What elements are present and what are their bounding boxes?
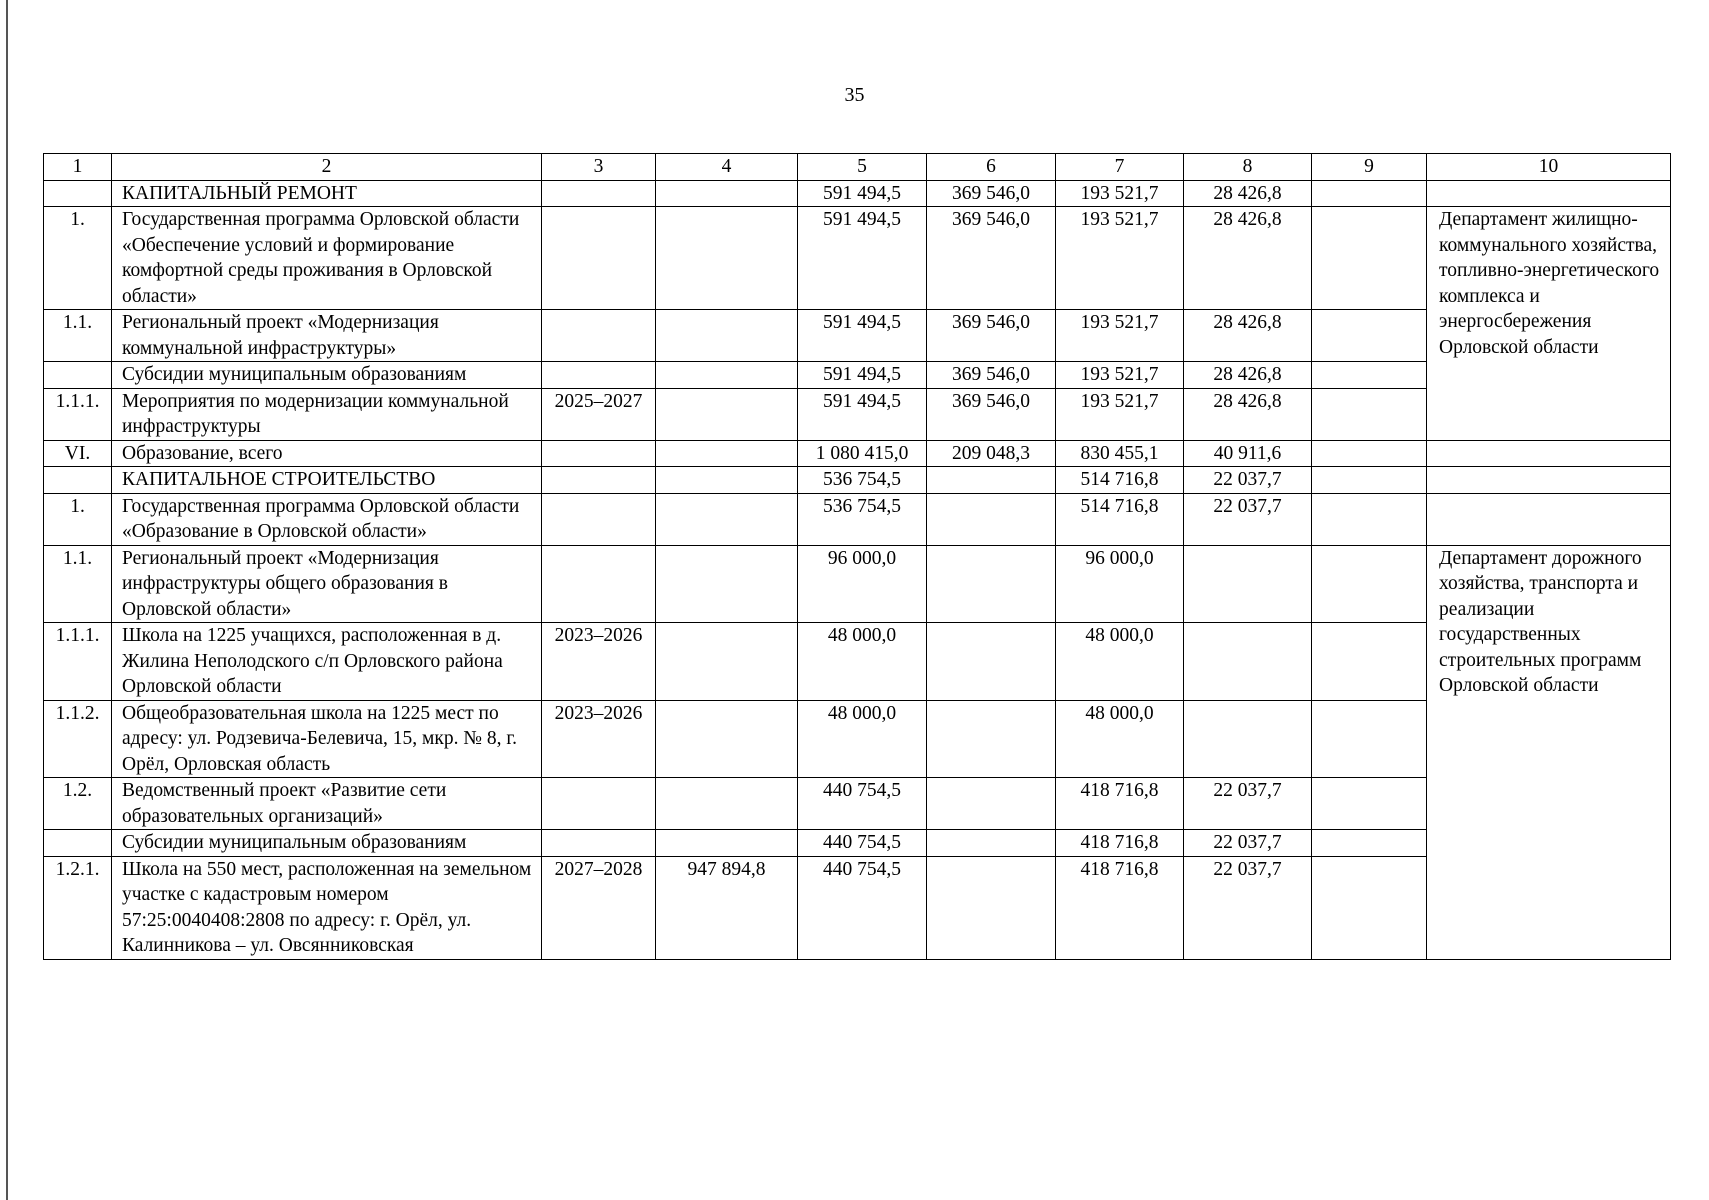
- row-number: 1.1.: [44, 545, 112, 623]
- row-col7-value: 418 716,8: [1056, 830, 1184, 857]
- row-col6-value: 369 546,0: [927, 362, 1056, 389]
- responsible-executor-cell: [1427, 467, 1671, 494]
- row-number: 1.1.1.: [44, 388, 112, 440]
- row-col7-value: 418 716,8: [1056, 778, 1184, 830]
- row-col6-value: [927, 700, 1056, 778]
- row-name: Школа на 1225 учащихся, расположенная в д. Жилина Неполодского с/п Орловского района Орловской области: [112, 623, 542, 701]
- row-col5-value: 591 494,5: [798, 207, 927, 310]
- row-col5-value: 440 754,5: [798, 778, 927, 830]
- row-number: 1.1.: [44, 310, 112, 362]
- row-years: [542, 778, 656, 830]
- row-col4-value: [656, 467, 798, 494]
- row-years: [542, 180, 656, 207]
- budget-table: [43, 153, 1671, 960]
- row-years: [542, 440, 656, 467]
- row-col6-value: 369 546,0: [927, 310, 1056, 362]
- row-col9-value: [1312, 362, 1427, 389]
- row-name: Общеобразовательная школа на 1225 мест по адресу: ул. Родзевича-Белевича, 15, мкр. № 8, г. Орёл, Орловская область: [112, 700, 542, 778]
- row-name: Региональный проект «Модернизация коммунальной инфраструктуры»: [112, 310, 542, 362]
- table-row: [44, 207, 1671, 310]
- header-cell: 9: [1312, 154, 1427, 181]
- row-col7-value: 193 521,7: [1056, 207, 1184, 310]
- row-col6-value: 369 546,0: [927, 180, 1056, 207]
- row-col5-value: 48 000,0: [798, 700, 927, 778]
- row-number: VI.: [44, 440, 112, 467]
- row-col7-value: 193 521,7: [1056, 388, 1184, 440]
- row-col6-value: 209 048,3: [927, 440, 1056, 467]
- row-col8-value: 28 426,8: [1184, 207, 1312, 310]
- header-cell: 1: [44, 154, 112, 181]
- row-col6-value: [927, 778, 1056, 830]
- row-col9-value: [1312, 700, 1427, 778]
- row-years: [542, 467, 656, 494]
- row-name: Государственная программа Орловской области «Образование в Орловской области»: [112, 493, 542, 545]
- row-number: 1.1.2.: [44, 700, 112, 778]
- table-row: [44, 180, 1671, 207]
- responsible-executor-cell: [1427, 440, 1671, 467]
- row-years: 2027–2028: [542, 856, 656, 959]
- row-col6-value: [927, 467, 1056, 494]
- row-col8-value: 28 426,8: [1184, 180, 1312, 207]
- row-number: [44, 362, 112, 389]
- row-name: Региональный проект «Модернизация инфраструктуры общего образования в Орловской области»: [112, 545, 542, 623]
- row-number: [44, 830, 112, 857]
- row-number: 1.: [44, 207, 112, 310]
- row-col8-value: 28 426,8: [1184, 362, 1312, 389]
- row-col8-value: 28 426,8: [1184, 310, 1312, 362]
- row-name: КАПИТАЛЬНЫЙ РЕМОНТ: [112, 180, 542, 207]
- row-col8-value: 22 037,7: [1184, 830, 1312, 857]
- row-number: 1.: [44, 493, 112, 545]
- responsible-executor-cell: Департамент жилищно-коммунального хозяйства, топливно-энергетического комплекса и энергосбережения Орловской области: [1427, 207, 1671, 441]
- row-col9-value: [1312, 493, 1427, 545]
- table-row: [44, 388, 1671, 440]
- row-col4-value: [656, 207, 798, 310]
- row-col5-value: 536 754,5: [798, 493, 927, 545]
- row-col6-value: [927, 856, 1056, 959]
- row-col9-value: [1312, 545, 1427, 623]
- row-name: Государственная программа Орловской области «Обеспечение условий и формирование комфортной среды проживания в Орловской области»: [112, 207, 542, 310]
- header-cell: 5: [798, 154, 927, 181]
- page-number: 35: [844, 84, 865, 106]
- row-col4-value: [656, 545, 798, 623]
- row-name: Образование, всего: [112, 440, 542, 467]
- table-row: [44, 856, 1671, 959]
- row-number: 1.2.: [44, 778, 112, 830]
- table-row: [44, 623, 1671, 701]
- header-cell: 7: [1056, 154, 1184, 181]
- row-col8-value: [1184, 623, 1312, 701]
- row-col5-value: 96 000,0: [798, 545, 927, 623]
- table-row: [44, 467, 1671, 494]
- row-col6-value: [927, 493, 1056, 545]
- table-row: [44, 310, 1671, 362]
- header-cell: 6: [927, 154, 1056, 181]
- table-row: [44, 440, 1671, 467]
- table-row: [44, 700, 1671, 778]
- row-name: КАПИТАЛЬНОЕ СТРОИТЕЛЬСТВО: [112, 467, 542, 494]
- header-cell: 2: [112, 154, 542, 181]
- row-col9-value: [1312, 180, 1427, 207]
- row-years: [542, 362, 656, 389]
- row-col5-value: 1 080 415,0: [798, 440, 927, 467]
- row-col7-value: 830 455,1: [1056, 440, 1184, 467]
- row-col4-value: [656, 180, 798, 207]
- row-col6-value: 369 546,0: [927, 388, 1056, 440]
- row-col6-value: 369 546,0: [927, 207, 1056, 310]
- row-col5-value: 440 754,5: [798, 856, 927, 959]
- row-col8-value: 22 037,7: [1184, 778, 1312, 830]
- header-cell: 10: [1427, 154, 1671, 181]
- row-col9-value: [1312, 830, 1427, 857]
- row-number: 1.1.1.: [44, 623, 112, 701]
- table-header-row: [44, 154, 1671, 181]
- row-col8-value: [1184, 700, 1312, 778]
- row-col4-value: [656, 493, 798, 545]
- row-col8-value: 22 037,7: [1184, 856, 1312, 959]
- header-cell: 3: [542, 154, 656, 181]
- row-col9-value: [1312, 440, 1427, 467]
- row-col5-value: 591 494,5: [798, 362, 927, 389]
- row-col8-value: 22 037,7: [1184, 467, 1312, 494]
- row-col4-value: 947 894,8: [656, 856, 798, 959]
- responsible-executor-cell: [1427, 180, 1671, 207]
- row-col9-value: [1312, 467, 1427, 494]
- header-cell: 8: [1184, 154, 1312, 181]
- row-name: Субсидии муниципальным образованиям: [112, 362, 542, 389]
- row-col5-value: 536 754,5: [798, 467, 927, 494]
- row-years: [542, 310, 656, 362]
- row-col9-value: [1312, 388, 1427, 440]
- row-col7-value: 514 716,8: [1056, 493, 1184, 545]
- row-col7-value: 193 521,7: [1056, 362, 1184, 389]
- row-col6-value: [927, 623, 1056, 701]
- table-row: [44, 362, 1671, 389]
- row-col9-value: [1312, 623, 1427, 701]
- row-col5-value: 48 000,0: [798, 623, 927, 701]
- responsible-executor-cell: [1427, 493, 1671, 545]
- row-col4-value: [656, 388, 798, 440]
- row-col5-value: 440 754,5: [798, 830, 927, 857]
- page-edge-line: [6, 0, 8, 1200]
- row-name: Мероприятия по модернизации коммунальной инфраструктуры: [112, 388, 542, 440]
- row-col9-value: [1312, 856, 1427, 959]
- row-years: [542, 545, 656, 623]
- row-col6-value: [927, 830, 1056, 857]
- table-row: [44, 778, 1671, 830]
- table-row: [44, 545, 1671, 623]
- responsible-executor-cell: Департамент дорожного хозяйства, транспорта и реализации государственных строительных программ Орловской области: [1427, 545, 1671, 959]
- row-col4-value: [656, 310, 798, 362]
- row-col4-value: [656, 700, 798, 778]
- row-years: [542, 830, 656, 857]
- row-years: 2023–2026: [542, 700, 656, 778]
- row-name: Школа на 550 мест, расположенная на земельном участке с кадастровым номером 57:25:0040408:2808 по адресу: г. Орёл, ул. Калинникова – ул. Овсянниковская: [112, 856, 542, 959]
- row-years: [542, 207, 656, 310]
- row-col7-value: 48 000,0: [1056, 623, 1184, 701]
- row-number: [44, 180, 112, 207]
- row-col5-value: 591 494,5: [798, 388, 927, 440]
- row-col4-value: [656, 830, 798, 857]
- row-col4-value: [656, 362, 798, 389]
- row-years: [542, 493, 656, 545]
- row-col7-value: 418 716,8: [1056, 856, 1184, 959]
- header-cell: 4: [656, 154, 798, 181]
- table-row: [44, 830, 1671, 857]
- row-col7-value: 193 521,7: [1056, 180, 1184, 207]
- row-col5-value: 591 494,5: [798, 310, 927, 362]
- row-col9-value: [1312, 778, 1427, 830]
- row-name: Ведомственный проект «Развитие сети образовательных организаций»: [112, 778, 542, 830]
- row-col7-value: 96 000,0: [1056, 545, 1184, 623]
- row-col7-value: 514 716,8: [1056, 467, 1184, 494]
- row-col9-value: [1312, 310, 1427, 362]
- row-col4-value: [656, 778, 798, 830]
- row-number: [44, 467, 112, 494]
- row-years: 2025–2027: [542, 388, 656, 440]
- row-name: Субсидии муниципальным образованиям: [112, 830, 542, 857]
- table-row: [44, 493, 1671, 545]
- row-col8-value: [1184, 545, 1312, 623]
- row-col8-value: 40 911,6: [1184, 440, 1312, 467]
- row-col9-value: [1312, 207, 1427, 310]
- row-col6-value: [927, 545, 1056, 623]
- row-col8-value: 22 037,7: [1184, 493, 1312, 545]
- row-col7-value: 48 000,0: [1056, 700, 1184, 778]
- row-years: 2023–2026: [542, 623, 656, 701]
- row-col7-value: 193 521,7: [1056, 310, 1184, 362]
- row-col4-value: [656, 440, 798, 467]
- row-col8-value: 28 426,8: [1184, 388, 1312, 440]
- row-col5-value: 591 494,5: [798, 180, 927, 207]
- row-number: 1.2.1.: [44, 856, 112, 959]
- row-col4-value: [656, 623, 798, 701]
